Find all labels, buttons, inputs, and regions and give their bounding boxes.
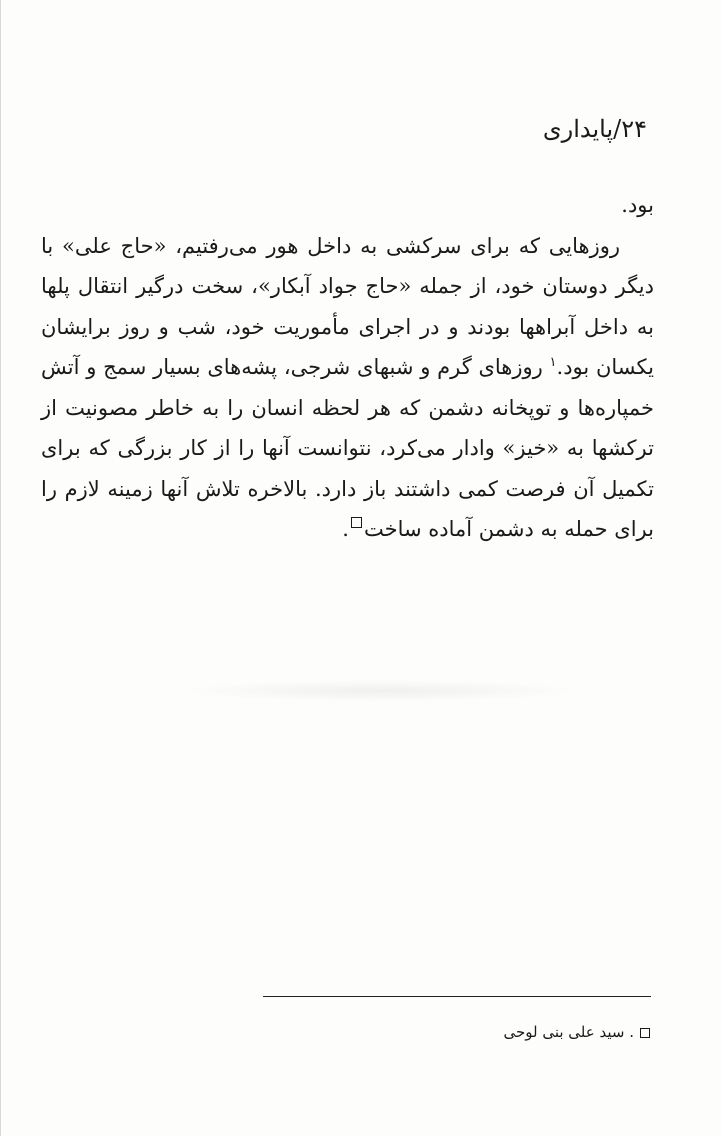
paragraph-text: روزهایی که برای سرکشی به داخل هور می‌رفتیم، «حاج علی» با دیگر دوستان خود، از جمله «حاج جواد آبکار»، سخت درگیر انتقال پلها به داخل آبراهها بودند و در اجرای مأموریت خود، شب و روز برایشان یکسان بود. bbox=[41, 233, 654, 379]
page-header: ۲۴/پایداری bbox=[542, 115, 647, 143]
footnote-text: . سید علی بنی لوحی bbox=[503, 1023, 634, 1041]
paragraph-text: روزهای گرم و شبهای شرجی، پشه‌های بسیار سمج و آتش خمپاره‌ها و توپخانه دشمن که هر لحظه انسان را به خاطر مصونیت از ترکشها به «خیز» وادار می‌کرد، نتوانست آنها را از کار بزرگی که برای تکمیل آن فرصت کمی داشتند باز دارد. بالاخره تلاش آنها زمینه لازم را برای حمله به دشمن آماده ساخت bbox=[41, 355, 654, 541]
footnote-marker: ۱ bbox=[549, 355, 557, 370]
box-marker-icon bbox=[351, 517, 362, 528]
box-marker-icon bbox=[640, 1028, 650, 1038]
paragraph-end: . bbox=[342, 517, 349, 541]
body-text bbox=[41, 185, 654, 550]
paragraph bbox=[41, 226, 654, 550]
footnote-divider bbox=[263, 996, 651, 997]
opening-line: بود. bbox=[621, 193, 654, 217]
footnote bbox=[503, 1023, 652, 1041]
scan-smudge bbox=[181, 680, 581, 702]
